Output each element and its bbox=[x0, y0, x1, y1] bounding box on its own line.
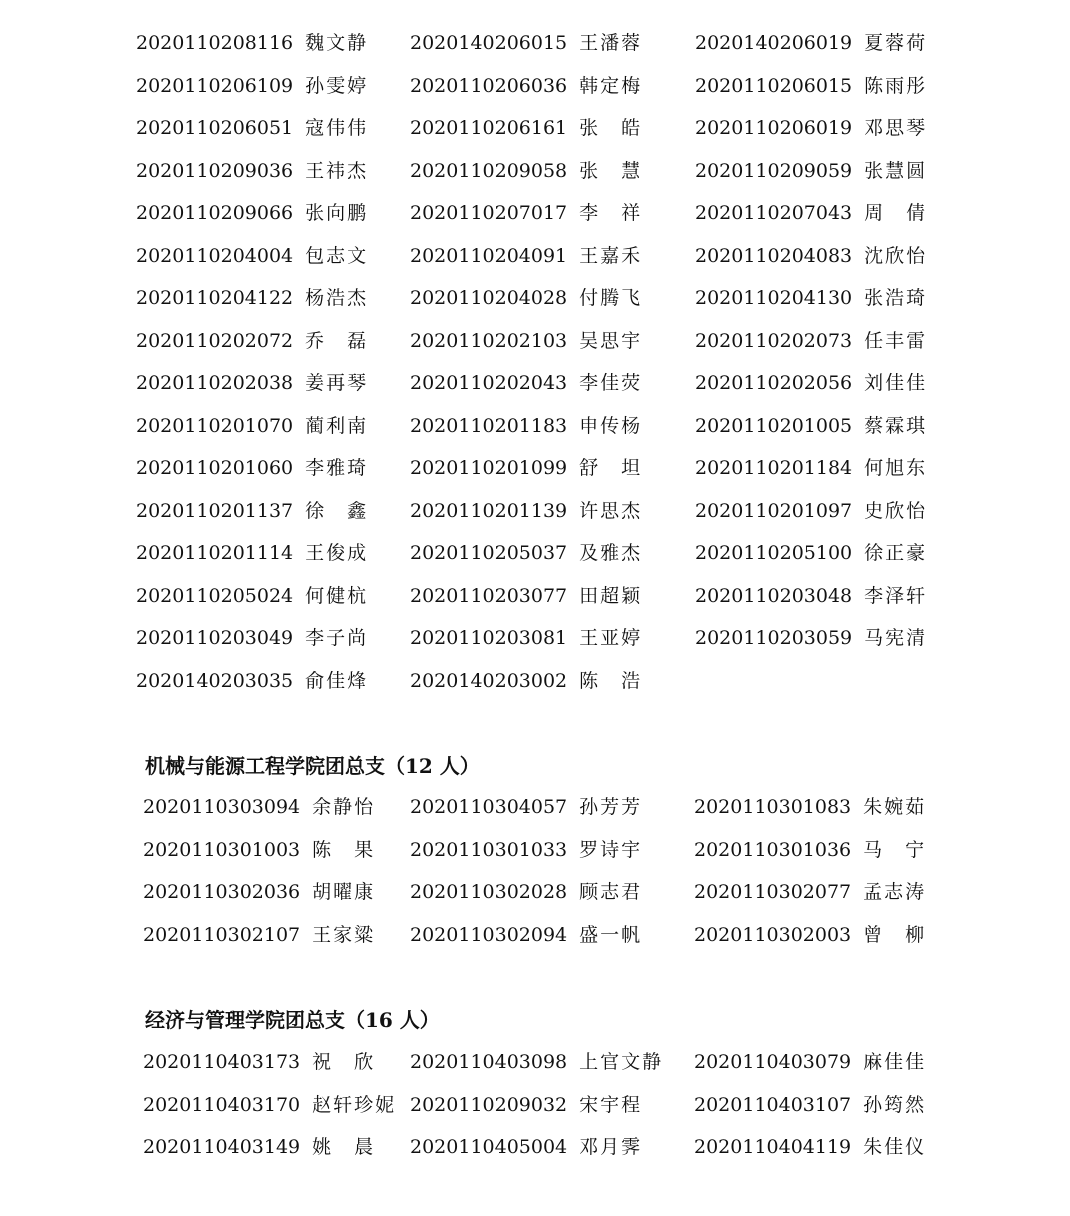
student-id: 2020110203059 bbox=[695, 627, 853, 649]
student-entry bbox=[410, 192, 642, 235]
table-row bbox=[0, 447, 1070, 490]
table-row bbox=[0, 532, 1070, 575]
student-entry bbox=[695, 22, 927, 65]
student-name: 姚 晨 bbox=[312, 1136, 376, 1158]
student-entry bbox=[410, 829, 642, 872]
student-name: 顾志君 bbox=[579, 881, 643, 903]
student-entry bbox=[410, 660, 642, 703]
student-entry bbox=[136, 192, 368, 235]
student-entry bbox=[410, 447, 642, 490]
student-id: 2020110302094 bbox=[410, 923, 568, 946]
student-entry bbox=[136, 362, 368, 405]
student-name: 赵轩珍妮 bbox=[312, 1093, 397, 1116]
student-entry bbox=[143, 1126, 375, 1169]
student-id: 2020110302107 bbox=[143, 923, 301, 946]
student-id: 2020110403079 bbox=[694, 1051, 852, 1073]
student-name: 徐正豪 bbox=[864, 542, 928, 564]
student-id: 2020110204130 bbox=[695, 287, 853, 309]
student-entry bbox=[410, 150, 642, 193]
student-name: 陈雨彤 bbox=[864, 74, 928, 97]
student-name: 王嘉禾 bbox=[579, 244, 643, 267]
student-id: 2020110206015 bbox=[695, 74, 853, 97]
student-entry bbox=[143, 786, 375, 829]
student-id: 2020110204083 bbox=[695, 244, 853, 267]
student-id: 2020110202038 bbox=[136, 372, 294, 394]
student-id: 2020110201099 bbox=[410, 457, 568, 479]
student-entry bbox=[136, 107, 368, 150]
student-id: 2020110208116 bbox=[136, 32, 294, 54]
student-entry bbox=[694, 1126, 926, 1169]
student-id: 2020110201060 bbox=[136, 457, 294, 479]
student-name: 王亚婷 bbox=[579, 627, 643, 649]
student-id: 2020110201139 bbox=[410, 499, 568, 522]
student-entry bbox=[410, 65, 642, 108]
student-name: 马宪清 bbox=[864, 627, 928, 649]
student-entry bbox=[410, 22, 642, 65]
student-id: 2020110209066 bbox=[136, 202, 294, 224]
student-name: 麻佳佳 bbox=[863, 1051, 927, 1073]
student-entry bbox=[695, 65, 927, 108]
table-row bbox=[0, 150, 1070, 193]
student-id: 2020110202043 bbox=[410, 372, 568, 394]
student-id: 2020110302028 bbox=[410, 881, 568, 903]
student-entry bbox=[410, 617, 642, 660]
student-name: 王俊成 bbox=[305, 542, 369, 564]
student-id: 2020110203077 bbox=[410, 584, 568, 607]
student-id: 2020110201097 bbox=[695, 499, 853, 522]
student-entry bbox=[410, 1041, 663, 1084]
student-id: 2020110403170 bbox=[143, 1093, 301, 1116]
student-entry bbox=[694, 829, 926, 872]
student-name: 申传杨 bbox=[579, 414, 643, 437]
student-name: 乔 磊 bbox=[305, 329, 369, 352]
student-name: 杨浩杰 bbox=[305, 287, 369, 309]
student-id: 2020110209036 bbox=[136, 159, 294, 182]
table-row bbox=[0, 617, 1070, 660]
student-entry bbox=[143, 1084, 396, 1127]
student-entry bbox=[695, 447, 927, 490]
student-name: 舒 坦 bbox=[579, 457, 643, 479]
student-name: 蔡霖琪 bbox=[864, 414, 928, 437]
student-entry bbox=[143, 914, 375, 957]
table-row bbox=[0, 786, 1070, 829]
student-entry bbox=[136, 277, 368, 320]
student-id: 2020110203049 bbox=[136, 627, 294, 649]
table-row bbox=[0, 490, 1070, 533]
student-entry bbox=[695, 575, 927, 618]
student-id: 2020110201005 bbox=[695, 414, 853, 437]
table-row bbox=[0, 871, 1070, 914]
student-entry bbox=[410, 1084, 642, 1127]
student-name: 许思杰 bbox=[579, 499, 643, 522]
table-row bbox=[0, 320, 1070, 363]
student-id: 2020140203035 bbox=[136, 669, 294, 692]
student-id: 2020110304057 bbox=[410, 796, 568, 818]
student-name: 魏文静 bbox=[305, 32, 369, 54]
student-name: 上官文静 bbox=[579, 1051, 664, 1073]
student-name: 何旭东 bbox=[864, 457, 928, 479]
student-id: 2020110204004 bbox=[136, 244, 294, 267]
student-name: 孙雯婷 bbox=[305, 74, 369, 97]
student-name: 何健杭 bbox=[305, 584, 369, 607]
student-id: 2020110301033 bbox=[410, 838, 568, 861]
student-entry bbox=[410, 320, 642, 363]
student-entry bbox=[136, 235, 368, 278]
student-name: 余静怡 bbox=[312, 796, 376, 818]
student-entry bbox=[410, 277, 642, 320]
student-entry bbox=[410, 786, 642, 829]
student-name: 孟志涛 bbox=[863, 881, 927, 903]
student-entry bbox=[695, 405, 927, 448]
student-entry bbox=[136, 65, 368, 108]
student-name: 张 慧 bbox=[579, 159, 643, 182]
student-id: 2020110303094 bbox=[143, 796, 301, 818]
student-id: 2020110201183 bbox=[410, 414, 568, 437]
student-id: 2020110302036 bbox=[143, 881, 301, 903]
student-name: 王潘蓉 bbox=[579, 32, 643, 54]
student-id: 2020110206051 bbox=[136, 117, 294, 139]
student-name: 盛一帆 bbox=[579, 923, 643, 946]
student-id: 2020110204091 bbox=[410, 244, 568, 267]
student-name: 张浩琦 bbox=[864, 287, 928, 309]
student-entry bbox=[695, 107, 927, 150]
student-name: 张慧圆 bbox=[864, 159, 928, 182]
student-id: 2020110201114 bbox=[136, 542, 294, 564]
table-row bbox=[0, 235, 1070, 278]
student-id: 2020110302077 bbox=[694, 881, 852, 903]
table-row bbox=[0, 362, 1070, 405]
student-id: 2020110404119 bbox=[694, 1136, 852, 1158]
student-id: 2020110205037 bbox=[410, 542, 568, 564]
table-row bbox=[0, 22, 1070, 65]
student-entry bbox=[410, 107, 642, 150]
student-id: 2020110201184 bbox=[695, 457, 853, 479]
student-name: 李 祥 bbox=[579, 202, 643, 224]
student-entry bbox=[143, 1041, 375, 1084]
student-id: 2020110403098 bbox=[410, 1051, 568, 1073]
student-name: 邓思琴 bbox=[864, 117, 928, 139]
student-entry bbox=[410, 405, 642, 448]
student-id: 2020110202072 bbox=[136, 329, 294, 352]
student-id: 2020140206019 bbox=[695, 32, 853, 54]
student-entry bbox=[136, 150, 368, 193]
student-name: 周 倩 bbox=[864, 202, 928, 224]
student-name: 包志文 bbox=[305, 244, 369, 267]
student-name: 付腾飞 bbox=[579, 287, 643, 309]
student-entry bbox=[410, 575, 642, 618]
student-list-section-1 bbox=[0, 22, 1070, 702]
student-entry bbox=[695, 277, 927, 320]
student-entry bbox=[136, 490, 368, 533]
student-name: 吴思宇 bbox=[579, 329, 643, 352]
student-entry bbox=[136, 320, 368, 363]
table-row bbox=[0, 65, 1070, 108]
student-entry bbox=[410, 871, 642, 914]
student-entry bbox=[694, 914, 926, 957]
student-name: 及雅杰 bbox=[579, 542, 643, 564]
student-name: 蔺利南 bbox=[305, 414, 369, 437]
student-name: 沈欣怡 bbox=[864, 244, 928, 267]
student-entry bbox=[410, 235, 642, 278]
student-name: 朱婉茹 bbox=[863, 796, 927, 818]
student-name: 王祎杰 bbox=[305, 159, 369, 182]
student-name: 朱佳仪 bbox=[863, 1136, 927, 1158]
student-id: 2020110403107 bbox=[694, 1093, 852, 1116]
student-entry bbox=[410, 362, 642, 405]
student-id: 2020110202056 bbox=[695, 372, 853, 394]
student-entry bbox=[695, 150, 927, 193]
table-row bbox=[0, 914, 1070, 957]
student-entry bbox=[694, 1084, 926, 1127]
student-name: 张 皓 bbox=[579, 117, 643, 139]
student-name: 寇伟伟 bbox=[305, 117, 369, 139]
student-list-mechanical-energy bbox=[0, 786, 1070, 956]
student-list-economics-management bbox=[0, 1041, 1070, 1169]
student-id: 2020110209059 bbox=[695, 159, 853, 182]
student-id: 2020110202073 bbox=[695, 329, 853, 352]
student-id: 2020110206036 bbox=[410, 74, 568, 97]
student-name: 李子尚 bbox=[305, 627, 369, 649]
student-id: 2020110302003 bbox=[694, 923, 852, 946]
section-heading-mechanical-energy: 机械与能源工程学院团总支（12 人） bbox=[145, 754, 480, 778]
student-id: 2020110206161 bbox=[410, 117, 568, 139]
student-id: 2020110201070 bbox=[136, 414, 294, 437]
student-name: 罗诗宇 bbox=[579, 838, 643, 861]
student-entry bbox=[136, 617, 368, 660]
student-id: 2020110204122 bbox=[136, 287, 294, 309]
student-name: 曾 柳 bbox=[863, 923, 927, 946]
student-name: 李佳荧 bbox=[579, 372, 643, 394]
student-entry bbox=[136, 575, 368, 618]
student-entry bbox=[410, 490, 642, 533]
student-id: 2020110205100 bbox=[695, 542, 853, 564]
student-id: 2020110301083 bbox=[694, 796, 852, 818]
student-entry bbox=[695, 362, 927, 405]
student-entry bbox=[695, 235, 927, 278]
table-row bbox=[0, 107, 1070, 150]
student-entry bbox=[695, 320, 927, 363]
student-entry bbox=[695, 617, 927, 660]
student-id: 2020110207043 bbox=[695, 202, 853, 224]
table-row bbox=[0, 1126, 1070, 1169]
student-entry bbox=[136, 532, 368, 575]
student-id: 2020110203048 bbox=[695, 584, 853, 607]
student-entry bbox=[136, 660, 368, 703]
student-id: 2020110202103 bbox=[410, 329, 568, 352]
student-entry bbox=[410, 914, 642, 957]
student-entry bbox=[695, 192, 927, 235]
student-entry bbox=[695, 532, 927, 575]
student-id: 2020110205024 bbox=[136, 584, 294, 607]
student-entry bbox=[136, 405, 368, 448]
student-id: 2020110405004 bbox=[410, 1136, 568, 1158]
student-name: 祝 欣 bbox=[312, 1051, 376, 1073]
student-id: 2020110203081 bbox=[410, 627, 568, 649]
student-id: 2020110301003 bbox=[143, 838, 301, 861]
student-entry bbox=[694, 786, 926, 829]
student-name: 宋宇程 bbox=[579, 1093, 643, 1116]
student-id: 2020110204028 bbox=[410, 287, 568, 309]
student-entry bbox=[410, 532, 642, 575]
student-name: 李雅琦 bbox=[305, 457, 369, 479]
table-row bbox=[0, 192, 1070, 235]
student-entry bbox=[143, 829, 375, 872]
student-id: 2020110209058 bbox=[410, 159, 568, 182]
table-row bbox=[0, 1041, 1070, 1084]
student-id: 2020110201137 bbox=[136, 499, 294, 522]
student-name: 孙芳芳 bbox=[579, 796, 643, 818]
student-entry bbox=[694, 871, 926, 914]
student-entry bbox=[136, 22, 368, 65]
student-name: 徐 鑫 bbox=[305, 499, 369, 522]
student-name: 夏蓉荷 bbox=[864, 32, 928, 54]
student-name: 孙筠然 bbox=[863, 1093, 927, 1116]
student-name: 刘佳佳 bbox=[864, 372, 928, 394]
student-name: 田超颖 bbox=[579, 584, 643, 607]
student-name: 姜再琴 bbox=[305, 372, 369, 394]
student-entry bbox=[136, 447, 368, 490]
student-id: 2020140203002 bbox=[410, 669, 568, 692]
student-id: 2020110403149 bbox=[143, 1136, 301, 1158]
student-entry bbox=[695, 490, 927, 533]
student-name: 邓月霁 bbox=[579, 1136, 643, 1158]
student-name: 任丰雷 bbox=[864, 329, 928, 352]
student-name: 陈 果 bbox=[312, 838, 376, 861]
table-row bbox=[0, 405, 1070, 448]
table-row bbox=[0, 829, 1070, 872]
student-id: 2020110207017 bbox=[410, 202, 568, 224]
student-entry bbox=[410, 1126, 642, 1169]
section-heading-economics-management: 经济与管理学院团总支（16 人） bbox=[145, 1008, 440, 1032]
student-id: 2020110206019 bbox=[695, 117, 853, 139]
student-id: 2020110403173 bbox=[143, 1051, 301, 1073]
table-row bbox=[0, 575, 1070, 618]
student-id: 2020140206015 bbox=[410, 32, 568, 54]
student-name: 胡曜康 bbox=[312, 881, 376, 903]
student-name: 张向鹏 bbox=[305, 202, 369, 224]
student-name: 李泽轩 bbox=[864, 584, 928, 607]
student-id: 2020110301036 bbox=[694, 838, 852, 861]
student-name: 史欣怡 bbox=[864, 499, 928, 522]
student-name: 马 宁 bbox=[863, 838, 927, 861]
student-name: 韩定梅 bbox=[579, 74, 643, 97]
student-entry bbox=[143, 871, 375, 914]
student-name: 俞佳烽 bbox=[305, 669, 369, 692]
table-row bbox=[0, 1084, 1070, 1127]
student-name: 陈 浩 bbox=[579, 669, 643, 692]
table-row bbox=[0, 660, 1070, 703]
student-id: 2020110206109 bbox=[136, 74, 294, 97]
student-id: 2020110209032 bbox=[410, 1093, 568, 1116]
student-entry bbox=[694, 1041, 926, 1084]
table-row bbox=[0, 277, 1070, 320]
student-name: 王家粱 bbox=[312, 923, 376, 946]
